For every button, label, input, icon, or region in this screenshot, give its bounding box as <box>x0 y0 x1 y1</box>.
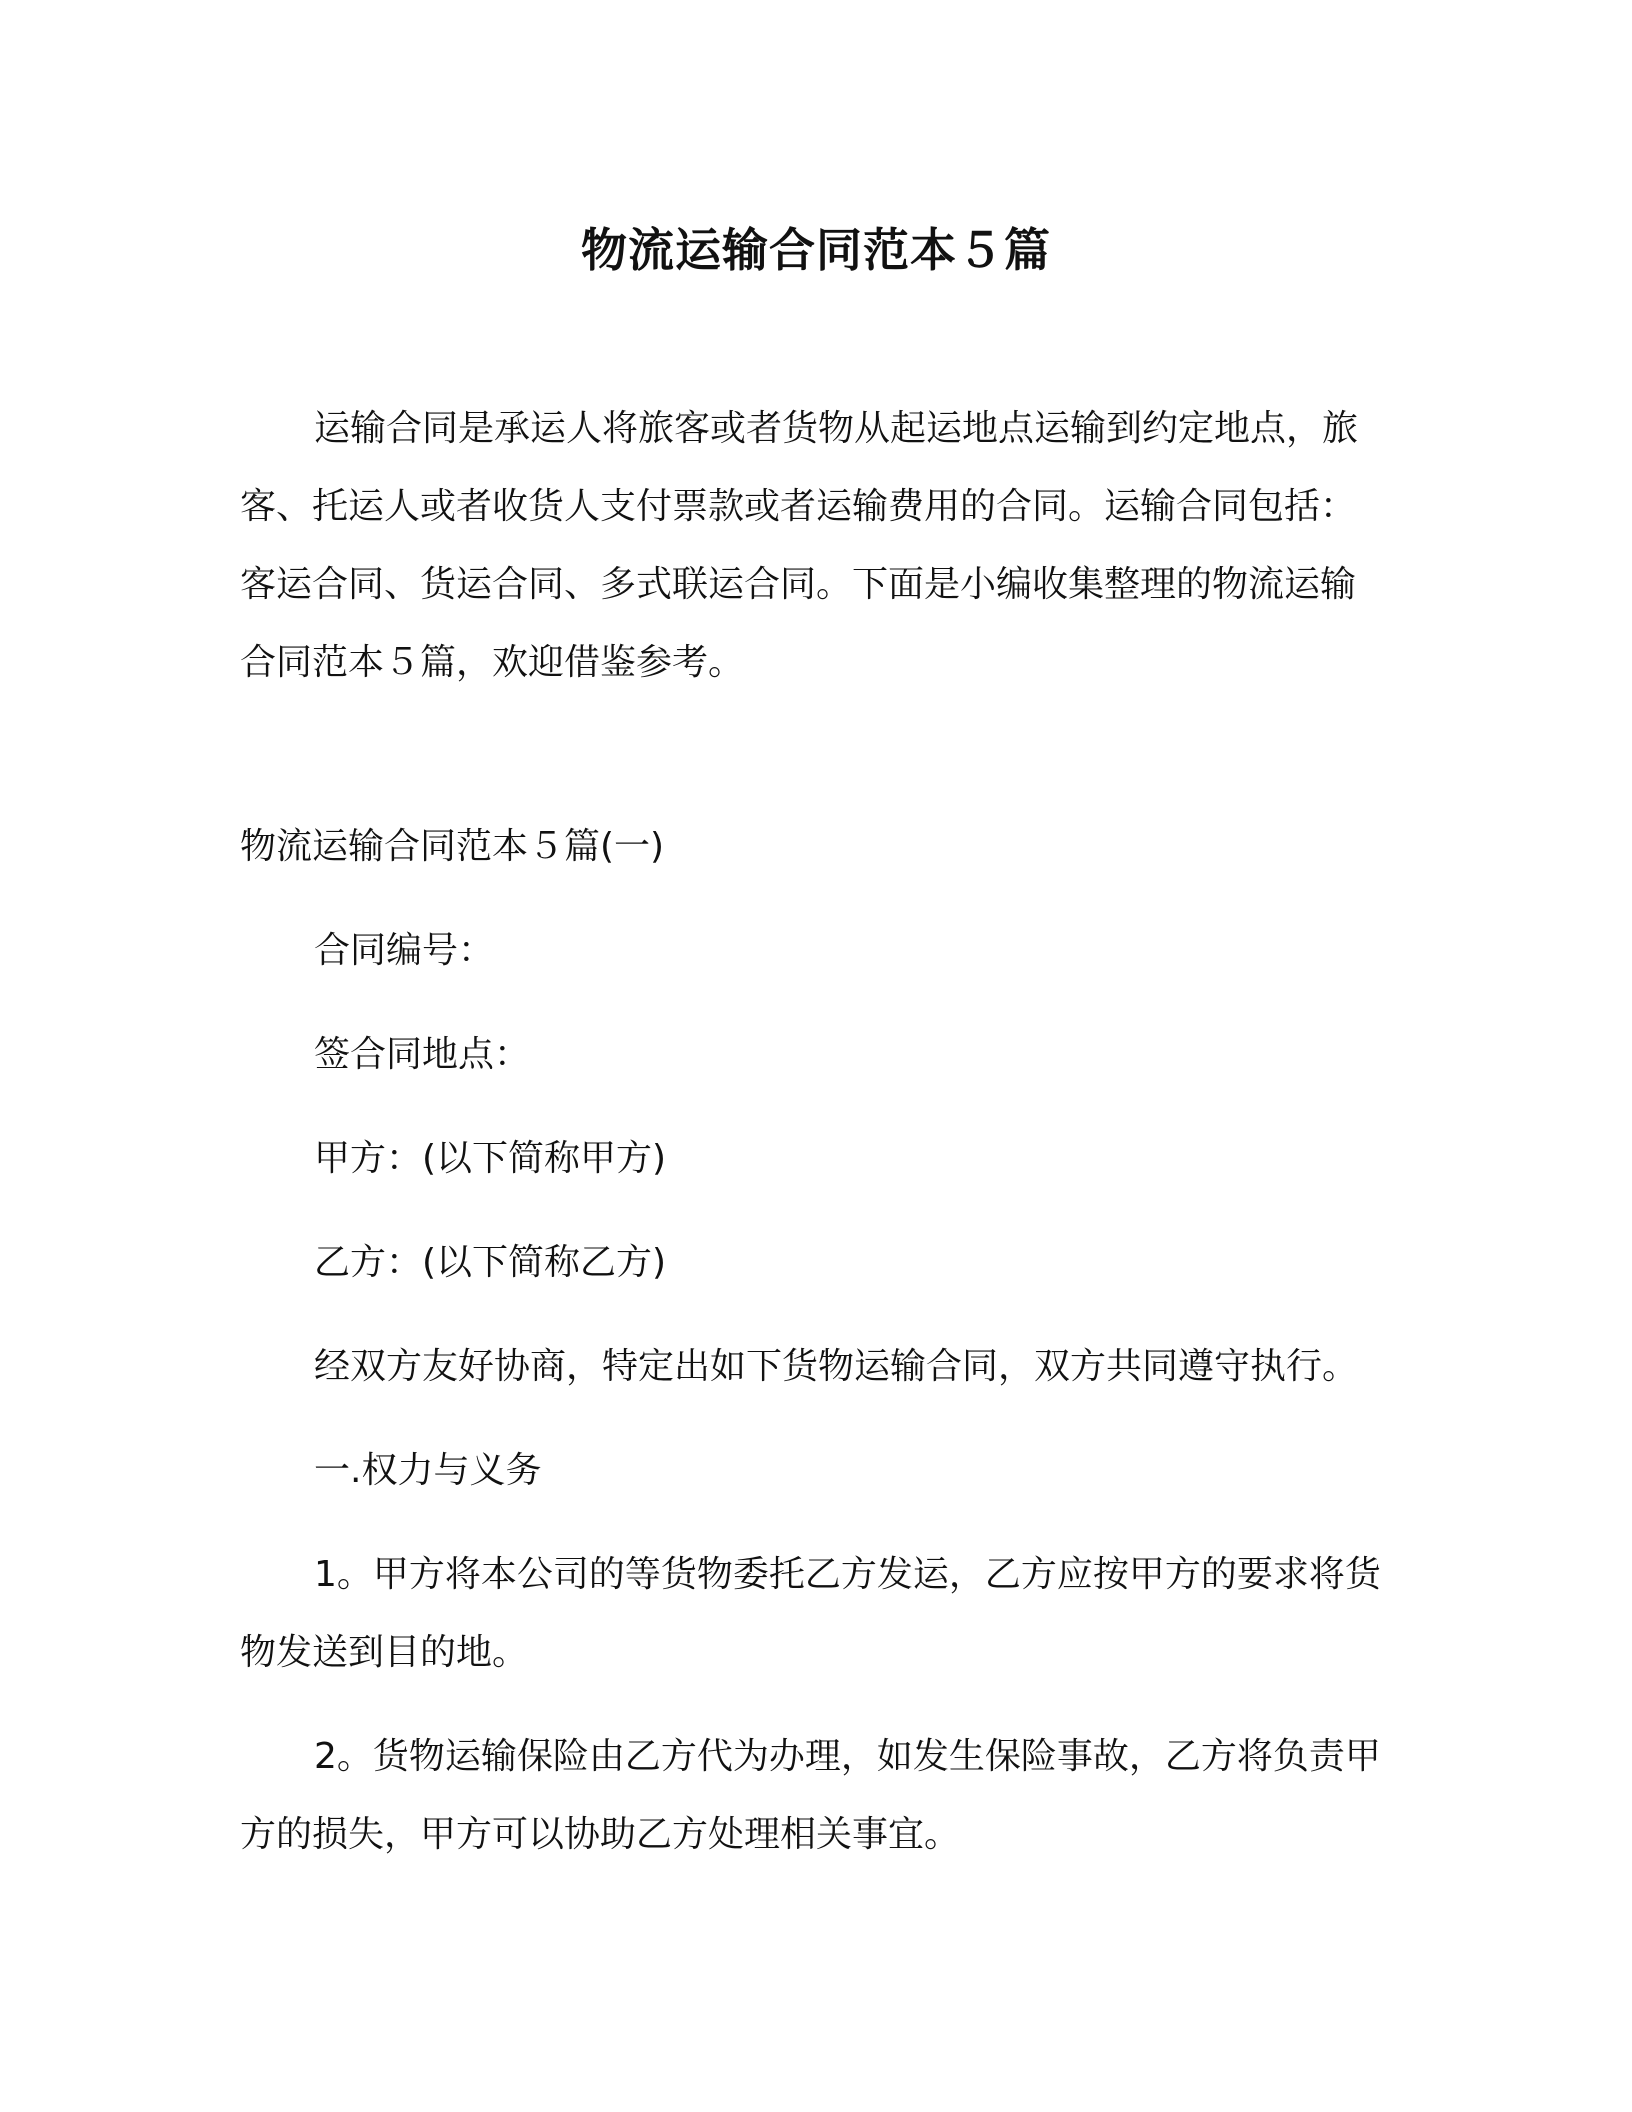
rights-obligations-heading: 一.权力与义务 <box>314 1450 542 1491</box>
party-b-field: 乙方：(以下简称乙方) <box>314 1242 667 1283</box>
agreement-statement: 经双方友好协商，特定出如下货物运输合同，双方共同遵守执行。 <box>314 1346 1359 1387</box>
clause-2: 2。货物运输保险由乙方代为办理，如发生保险事故，乙方将负责甲方的损失，甲方可以协助乙方处理相关事宜。 <box>240 1736 1381 1855</box>
document-title: 物流运输合同范本５篇 <box>581 223 1051 277</box>
party-a-field: 甲方：(以下简称甲方) <box>314 1138 667 1179</box>
clause-1: 1。甲方将本公司的等货物委托乙方发运，乙方应按甲方的要求将货物发送到目的地。 <box>240 1554 1381 1673</box>
sign-place-field: 签合同地点： <box>314 1034 531 1075</box>
contract-number-field: 合同编号： <box>314 930 495 971</box>
section-heading: 物流运输合同范本５篇(一) <box>240 826 665 867</box>
intro-paragraph: 运输合同是承运人将旅客或者货物从起运地点运输到约定地点，旅客、托运人或者收货人支付票款或者运输费用的合同。运输合同包括：客运合同、货运合同、多式联运合同。下面是小编收集整理的物流运输合同范本５篇，欢迎借鉴参考。 <box>240 408 1359 683</box>
